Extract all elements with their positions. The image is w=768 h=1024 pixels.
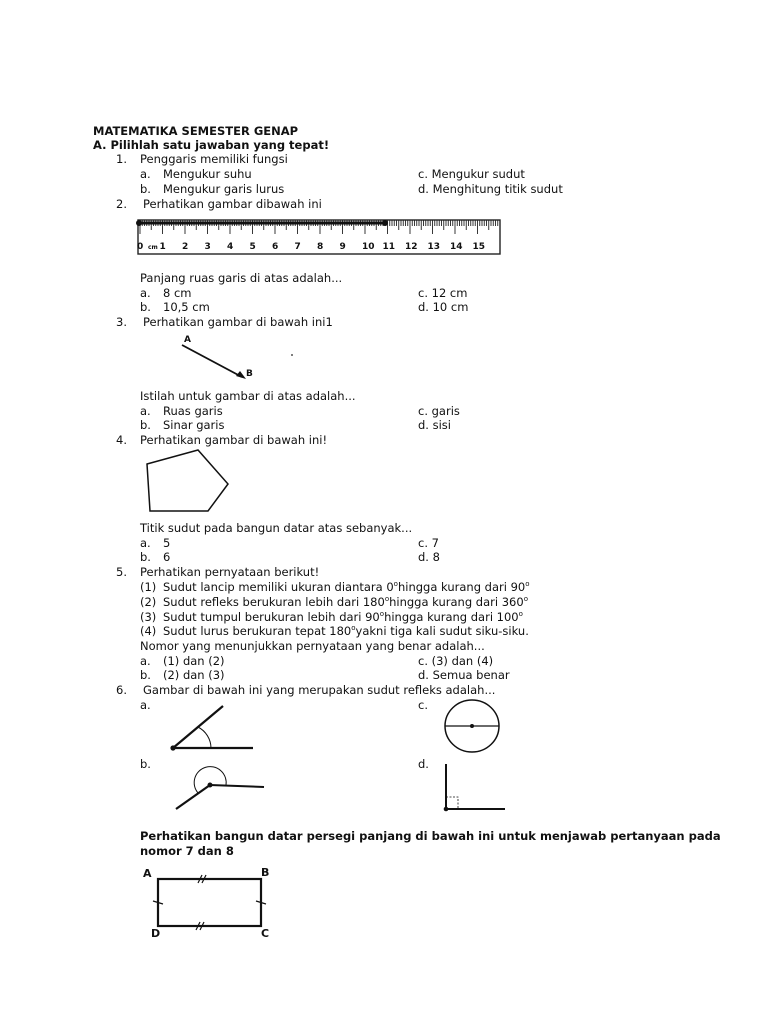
ruler-label: 3 [204,242,211,252]
ruler-label: 15 [472,242,486,252]
option-d: d. sisi [418,418,451,432]
statement-2: Sudut refleks berukuran lebih dari 180$^o$hingga kurang dari 360$^o$ [163,595,528,609]
option-a-letter: a. [140,167,151,181]
circle-angle-figure [440,696,510,756]
option-b-letter: b. [140,300,151,314]
ruler-label: 9 [339,242,346,252]
option-c: c. 7 [418,536,439,550]
ruler-label: 11 [382,242,396,252]
option-a-letter: a. [140,654,151,668]
option-d: d. Semua benar [418,668,510,682]
option-b-text: Mengukur garis lurus [163,182,285,196]
option-b-letter: b. [140,182,151,196]
question-text: Panjang ruas garis di atas adalah... [140,271,343,285]
option-a-text: 5 [163,536,171,550]
question-text: Gambar di bawah ini yang merupakan sudut refleks adalah... [143,683,496,697]
ruler-label: 2 [182,242,189,252]
option-c: c. 12 cm [418,286,468,300]
ruler-figure [135,212,505,262]
pentagon-figure [140,448,240,518]
option-b-letter: b. [140,418,151,432]
question-number: 6. [116,683,127,697]
question-text: Perhatikan gambar dibawah ini [143,197,322,211]
ruler-label: 12 [405,242,418,252]
point-a-label: A [184,335,191,345]
acute-angle-figure [165,700,255,755]
question-number: 4. [116,433,127,447]
ruler-label: cm [148,244,158,251]
page-title: MATEMATIKA SEMESTER GENAP [93,124,299,138]
question-text: Titik sudut pada bangun datar atas sebanyak... [140,521,413,535]
option-a-text: Ruas garis [163,404,223,418]
right-angle-figure [440,760,510,815]
statement-4: Sudut lurus berukuran tepat 180$^o$yakni tiga kali sudut siku-siku. [163,624,529,638]
option-a-text: 8 cm [163,286,192,300]
vertex-c-label: C [261,927,270,940]
instruction-line-2: nomor 7 dan 8 [140,844,234,858]
question-number: 1. [116,152,127,166]
ruler-label: 1 [159,242,166,252]
statement-3-number: (3) [140,610,157,624]
question-text: Perhatikan gambar di bawah ini! [140,433,328,447]
option-b-letter: b. [140,550,151,564]
ruler-label: 5 [249,242,256,252]
option-c: c. garis [418,404,460,418]
question-number: 2. [116,197,127,211]
option-a-letter: a. [140,698,151,712]
option-d: d. 10 cm [418,300,469,314]
question-text: Istilah untuk gambar di atas adalah... [140,389,356,403]
statement-1-number: (1) [140,580,157,594]
point-b-label: B [246,369,253,379]
question-text: Nomor yang menunjukkan pernyataan yang benar adalah... [140,639,485,653]
ruler-label: 10 [362,242,375,252]
option-d: d. Menghitung titik sudut [418,182,563,196]
statement-3: Sudut tumpul berukuran lebih dari 90$^o$hingga kurang dari 100$^o$ [163,610,523,624]
option-d: d. 8 [418,550,440,564]
instruction-line-1: Perhatikan bangun datar persegi panjang di bawah ini untuk menjawab pertanyaan pada [140,829,721,843]
ruler-label: 7 [294,242,301,252]
ruler-label: 6 [272,242,279,252]
line-segment-figure [170,330,310,390]
ruler-label: 14 [450,242,463,252]
statement-2-number: (2) [140,595,157,609]
vertex-a-label: A [143,867,152,880]
option-b-text: 6 [163,550,171,564]
option-c: c. Mengukur sudut [418,167,525,181]
statement-1: Sudut lancip memiliki ukuran diantara 0$^o$hingga kurang dari 90$^o$ [163,580,530,594]
reflex-angle-figure [170,765,270,815]
option-a-letter: a. [140,404,151,418]
option-a-letter: a. [140,536,151,550]
option-b-letter: b. [140,757,151,771]
rectangle-figure [140,862,280,942]
option-c-letter: c. [418,698,428,712]
ruler-label: 0 [137,242,144,252]
option-a-text: Mengukur suhu [163,167,252,181]
question-text: Perhatikan gambar di bawah ini1 [143,315,333,329]
vertex-b-label: B [261,866,270,879]
option-b-text: (2) dan (3) [163,668,225,682]
ruler-label: 13 [427,242,441,252]
option-b-text: Sinar garis [163,418,225,432]
question-text: Perhatikan pernyataan berikut! [140,565,320,579]
option-b-letter: b. [140,668,151,682]
option-a-text: (1) dan (2) [163,654,225,668]
ruler-label: 4 [227,242,234,252]
option-b-text: 10,5 cm [163,300,210,314]
ruler-label: 8 [317,242,324,252]
vertex-d-label: D [151,927,161,940]
question-number: 5. [116,565,127,579]
section-heading: A. Pilihlah satu jawaban yang tepat! [93,138,330,152]
statement-4-number: (4) [140,624,157,638]
question-number: 3. [116,315,127,329]
option-a-letter: a. [140,286,151,300]
option-c: c. (3) dan (4) [418,654,494,668]
question-text: Penggaris memiliki fungsi [140,152,288,166]
option-d-letter: d. [418,757,429,771]
